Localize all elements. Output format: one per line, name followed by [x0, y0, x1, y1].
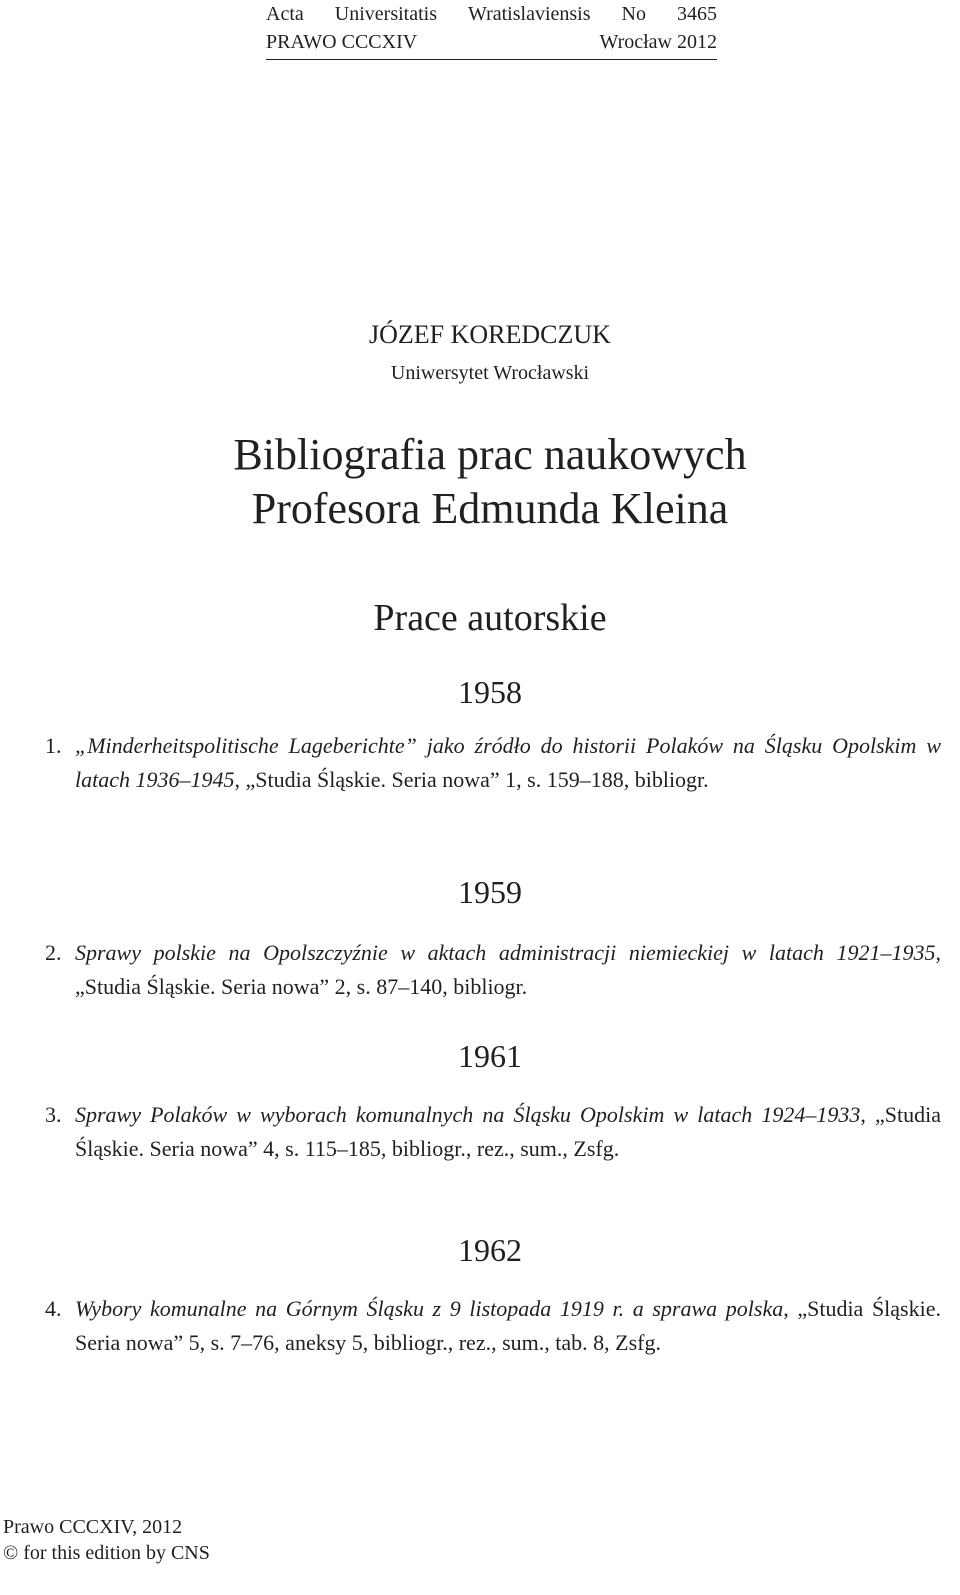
- section-heading: Prace autorskie: [373, 597, 607, 639]
- entry-title: „Minderheitspolitische Lageberichte” jako źródło do historii Polaków na Śląsku Opolskim w latach 1936–1945: [75, 733, 941, 792]
- header-journal-word: Universitatis: [334, 3, 437, 25]
- entry-number: 1.: [45, 733, 62, 758]
- entry-number: 2.: [45, 940, 62, 965]
- entry-details: , „Studia Śląskie. Seria nowa” 5, s. 7–76, aneksy 5, bibliogr., rez., sum., tab. 8, Zsfg.: [75, 1296, 941, 1355]
- entry-number: 4.: [45, 1296, 62, 1321]
- header-journal-word: 3465: [677, 3, 717, 25]
- entry-title: Sprawy Polaków w wyborach komunalnych na Śląsku Opolskim w latach 1924–1933: [75, 1102, 861, 1127]
- entry-title: Sprawy polskie na Opolszczyźnie w aktach administracji niemieckiej w latach 1921–1935: [75, 940, 936, 965]
- bibliography-entry: [45, 936, 941, 1004]
- header-line-journal: [266, 0, 717, 28]
- entry-title: Wybory komunalne na Górnym Śląsku z 9 listopada 1919 r. a sprawa polska: [75, 1296, 784, 1321]
- journal-header: [266, 0, 717, 60]
- footer-journal: Prawo CCCXIV, 2012: [3, 1516, 183, 1538]
- year-heading: 1962: [458, 1232, 522, 1268]
- year-heading: 1961: [458, 1038, 522, 1074]
- title-line-1: Bibliografia prac naukowych: [233, 430, 747, 479]
- author-affiliation: Uniwersytet Wrocławski: [390, 362, 590, 384]
- footer-copyright: © for this edition by CNS: [3, 1542, 210, 1564]
- header-journal-word: Wratislaviensis: [468, 3, 591, 25]
- page-title: [0, 428, 960, 536]
- bibliography-entry: [45, 729, 941, 797]
- bibliography-entry: [45, 1292, 941, 1360]
- entry-number: 3.: [45, 1102, 62, 1127]
- header-journal-word: No: [621, 3, 646, 25]
- author-name: JÓZEF KOREDCZUK: [369, 320, 611, 349]
- header-place-year: Wrocław 2012: [599, 31, 717, 53]
- year-heading: 1958: [458, 674, 522, 710]
- entry-details: , „Studia Śląskie. Seria nowa” 4, s. 115–185, bibliogr., rez., sum., Zsfg.: [75, 1102, 941, 1161]
- header-divider: [266, 59, 717, 60]
- header-line-series: [266, 28, 717, 56]
- year-heading: 1959: [458, 874, 522, 910]
- header-journal-word: Acta: [266, 3, 304, 25]
- entry-details: , „Studia Śląskie. Seria nowa” 1, s. 159–188, bibliogr.: [234, 767, 709, 792]
- header-series: PRAWO CCCXIV: [266, 31, 418, 53]
- bibliography-entry: [45, 1098, 941, 1166]
- copyright-footer: [3, 1514, 210, 1566]
- entry-details: , „Studia Śląskie. Seria nowa” 2, s. 87–140, bibliogr.: [75, 940, 941, 999]
- title-line-2: Profesora Edmunda Kleina: [251, 484, 729, 533]
